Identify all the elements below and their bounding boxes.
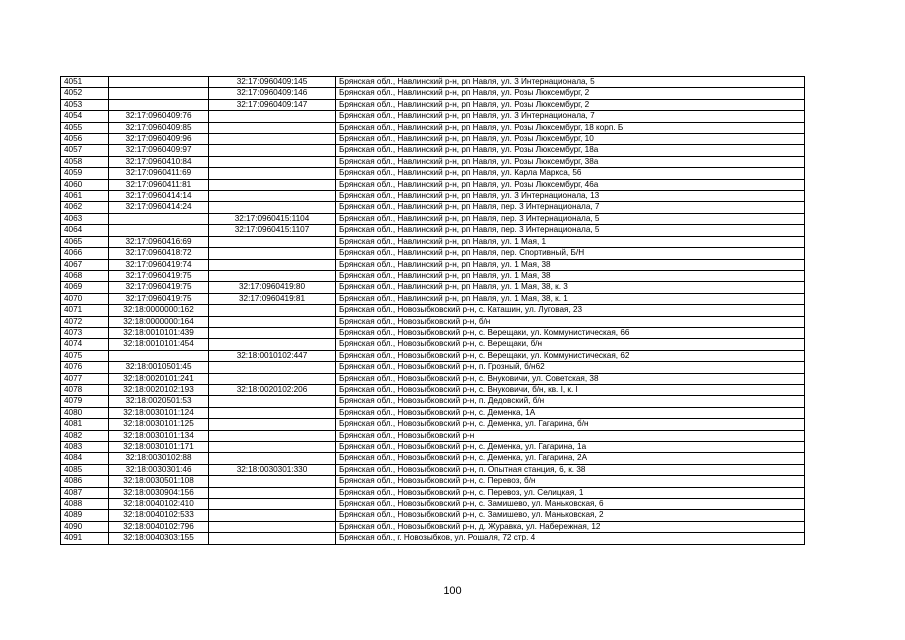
registry-table-body <box>61 77 805 545</box>
land-cadastral-number-cell: 32:18:0030101:124 <box>109 407 209 418</box>
row-number-cell: 4082 <box>61 430 109 441</box>
row-number-cell: 4074 <box>61 339 109 350</box>
row-number-cell: 4054 <box>61 111 109 122</box>
row-number-cell: 4076 <box>61 362 109 373</box>
address-cell: Брянская обл., Новозыбковский р-н <box>336 430 805 441</box>
land-cadastral-number-cell: 32:18:0020501:53 <box>109 396 209 407</box>
building-cadastral-number-cell <box>209 122 336 133</box>
row-number-cell: 4078 <box>61 384 109 395</box>
building-cadastral-number-cell <box>209 179 336 190</box>
table-row <box>61 145 805 156</box>
row-number-cell: 4075 <box>61 350 109 361</box>
row-number-cell: 4053 <box>61 99 109 110</box>
table-row <box>61 476 805 487</box>
row-number-cell: 4052 <box>61 88 109 99</box>
address-cell: Брянская обл., Навлинский р-н, рп Навля, пер. 3 Интернационала, 5 <box>336 213 805 224</box>
address-cell: Брянская обл., Навлинский р-н, рп Навля, пер. 3 Интернационала, 5 <box>336 225 805 236</box>
row-number-cell: 4059 <box>61 168 109 179</box>
building-cadastral-number-cell: 32:18:0020102:206 <box>209 384 336 395</box>
table-row <box>61 293 805 304</box>
land-cadastral-number-cell: 32:18:0040102:796 <box>109 521 209 532</box>
building-cadastral-number-cell <box>209 145 336 156</box>
address-cell: Брянская обл., Навлинский р-н, рп Навля, ул. Розы Люксембург, 46а <box>336 179 805 190</box>
land-cadastral-number-cell: 32:18:0030101:171 <box>109 442 209 453</box>
building-cadastral-number-cell: 32:17:0960419:80 <box>209 282 336 293</box>
address-cell: Брянская обл., Навлинский р-н, рп Навля, ул. 1 Мая, 38, к. 3 <box>336 282 805 293</box>
row-number-cell: 4089 <box>61 510 109 521</box>
row-number-cell: 4087 <box>61 487 109 498</box>
land-cadastral-number-cell: 32:18:0020102:193 <box>109 384 209 395</box>
building-cadastral-number-cell: 32:17:0960415:1107 <box>209 225 336 236</box>
building-cadastral-number-cell: 32:17:0960415:1104 <box>209 213 336 224</box>
row-number-cell: 4062 <box>61 202 109 213</box>
building-cadastral-number-cell <box>209 156 336 167</box>
row-number-cell: 4064 <box>61 225 109 236</box>
land-cadastral-number-cell: 32:18:0030101:134 <box>109 430 209 441</box>
building-cadastral-number-cell <box>209 476 336 487</box>
land-cadastral-number-cell: 32:18:0030102:88 <box>109 453 209 464</box>
address-cell: Брянская обл., Новозыбковский р-н, с. Замишево, ул. Маньковская, 6 <box>336 499 805 510</box>
address-cell: Брянская обл., Навлинский р-н, рп Навля, ул. Розы Люксембург, 38а <box>336 156 805 167</box>
land-cadastral-number-cell: 32:17:0960411:69 <box>109 168 209 179</box>
row-number-cell: 4077 <box>61 373 109 384</box>
row-number-cell: 4086 <box>61 476 109 487</box>
table-row <box>61 168 805 179</box>
table-row <box>61 419 805 430</box>
row-number-cell: 4065 <box>61 236 109 247</box>
address-cell: Брянская обл., Навлинский р-н, рп Навля, ул. 1 Мая, 38 <box>336 259 805 270</box>
table-row <box>61 111 805 122</box>
land-cadastral-number-cell: 32:17:0960410:84 <box>109 156 209 167</box>
building-cadastral-number-cell: 32:17:0960409:147 <box>209 99 336 110</box>
address-cell: Брянская обл., Навлинский р-н, рп Навля, ул. Карла Маркса, 56 <box>336 168 805 179</box>
land-cadastral-number-cell: 32:18:0010101:454 <box>109 339 209 350</box>
building-cadastral-number-cell <box>209 191 336 202</box>
table-row <box>61 533 805 544</box>
row-number-cell: 4060 <box>61 179 109 190</box>
table-row <box>61 499 805 510</box>
building-cadastral-number-cell <box>209 134 336 145</box>
table-row <box>61 384 805 395</box>
land-cadastral-number-cell: 32:18:0000000:162 <box>109 305 209 316</box>
table-row <box>61 270 805 281</box>
building-cadastral-number-cell <box>209 305 336 316</box>
land-cadastral-number-cell: 32:18:0010501:45 <box>109 362 209 373</box>
land-cadastral-number-cell: 32:17:0960414:24 <box>109 202 209 213</box>
building-cadastral-number-cell <box>209 168 336 179</box>
building-cadastral-number-cell <box>209 396 336 407</box>
building-cadastral-number-cell: 32:18:0030301:330 <box>209 464 336 475</box>
building-cadastral-number-cell: 32:17:0960409:146 <box>209 88 336 99</box>
address-cell: Брянская обл., Новозыбковский р-н, п. Опытная станция, 6, к. 38 <box>336 464 805 475</box>
address-cell: Брянская обл., Навлинский р-н, рп Навля, ул. 3 Интернационала, 7 <box>336 111 805 122</box>
land-cadastral-number-cell: 32:18:0040303:155 <box>109 533 209 544</box>
address-cell: Брянская обл., Навлинский р-н, рп Навля, ул. 1 Мая, 1 <box>336 236 805 247</box>
land-cadastral-number-cell: 32:18:0000000:164 <box>109 316 209 327</box>
row-number-cell: 4083 <box>61 442 109 453</box>
building-cadastral-number-cell <box>209 248 336 259</box>
address-cell: Брянская обл., Навлинский р-н, рп Навля, пер. 3 Интернационала, 7 <box>336 202 805 213</box>
table-row <box>61 77 805 88</box>
building-cadastral-number-cell <box>209 202 336 213</box>
row-number-cell: 4058 <box>61 156 109 167</box>
address-cell: Брянская обл., Навлинский р-н, рп Навля, пер. Спортивный, Б/Н <box>336 248 805 259</box>
row-number-cell: 4068 <box>61 270 109 281</box>
building-cadastral-number-cell: 32:17:0960409:145 <box>209 77 336 88</box>
land-cadastral-number-cell: 32:17:0960419:74 <box>109 259 209 270</box>
address-cell: Брянская обл., Навлинский р-н, рп Навля, ул. Розы Люксембург, 18 корп. Б <box>336 122 805 133</box>
table-row <box>61 442 805 453</box>
row-number-cell: 4067 <box>61 259 109 270</box>
land-cadastral-number-cell <box>109 88 209 99</box>
address-cell: Брянская обл., Новозыбковский р-н, с. Деменка, ул. Гагарина, 1а <box>336 442 805 453</box>
land-cadastral-number-cell: 32:18:0030501:108 <box>109 476 209 487</box>
table-row <box>61 487 805 498</box>
address-cell: Брянская обл., г. Новозыбков, ул. Рошаля, 72 стр. 4 <box>336 533 805 544</box>
building-cadastral-number-cell <box>209 111 336 122</box>
address-cell: Брянская обл., Навлинский р-н, рп Навля, ул. Розы Люксембург, 10 <box>336 134 805 145</box>
table-row <box>61 407 805 418</box>
building-cadastral-number-cell <box>209 430 336 441</box>
row-number-cell: 4066 <box>61 248 109 259</box>
building-cadastral-number-cell <box>209 327 336 338</box>
row-number-cell: 4091 <box>61 533 109 544</box>
table-row <box>61 327 805 338</box>
row-number-cell: 4085 <box>61 464 109 475</box>
land-cadastral-number-cell: 32:17:0960419:75 <box>109 282 209 293</box>
building-cadastral-number-cell <box>209 407 336 418</box>
address-cell: Брянская обл., Навлинский р-н, рп Навля, ул. 3 Интернационала, 5 <box>336 77 805 88</box>
address-cell: Брянская обл., Новозыбковский р-н, с. Деменка, ул. Гагарина, 2А <box>336 453 805 464</box>
table-row <box>61 88 805 99</box>
address-cell: Брянская обл., Новозыбковский р-н, п. Дедовский, б/н <box>336 396 805 407</box>
building-cadastral-number-cell <box>209 453 336 464</box>
land-cadastral-number-cell <box>109 350 209 361</box>
building-cadastral-number-cell <box>209 373 336 384</box>
building-cadastral-number-cell <box>209 339 336 350</box>
table-row <box>61 202 805 213</box>
table-row <box>61 521 805 532</box>
land-cadastral-number-cell: 32:18:0010101:439 <box>109 327 209 338</box>
row-number-cell: 4073 <box>61 327 109 338</box>
row-number-cell: 4055 <box>61 122 109 133</box>
address-cell: Брянская обл., Новозыбковский р-н, с. Перевоз, б/н <box>336 476 805 487</box>
land-cadastral-number-cell: 32:18:0030301:46 <box>109 464 209 475</box>
land-cadastral-number-cell: 32:17:0960414:14 <box>109 191 209 202</box>
address-cell: Брянская обл., Навлинский р-н, рп Навля, ул. 1 Мая, 38, к. 1 <box>336 293 805 304</box>
building-cadastral-number-cell <box>209 270 336 281</box>
row-number-cell: 4061 <box>61 191 109 202</box>
row-number-cell: 4063 <box>61 213 109 224</box>
row-number-cell: 4080 <box>61 407 109 418</box>
row-number-cell: 4084 <box>61 453 109 464</box>
address-cell: Брянская обл., Новозыбковский р-н, п. Грозный, б/н62 <box>336 362 805 373</box>
building-cadastral-number-cell <box>209 236 336 247</box>
row-number-cell: 4081 <box>61 419 109 430</box>
address-cell: Брянская обл., Новозыбковский р-н, с. Деменка, ул. Гагарина, б/н <box>336 419 805 430</box>
building-cadastral-number-cell <box>209 521 336 532</box>
table-row <box>61 191 805 202</box>
address-cell: Брянская обл., Новозыбковский р-н, с. Внуковичи, ул. Советская, 38 <box>336 373 805 384</box>
row-number-cell: 4069 <box>61 282 109 293</box>
address-cell: Брянская обл., Навлинский р-н, рп Навля, ул. Розы Люксембург, 2 <box>336 88 805 99</box>
row-number-cell: 4072 <box>61 316 109 327</box>
row-number-cell: 4088 <box>61 499 109 510</box>
table-row <box>61 316 805 327</box>
table-row <box>61 453 805 464</box>
table-row <box>61 259 805 270</box>
address-cell: Брянская обл., Навлинский р-н, рп Навля, ул. 1 Мая, 38 <box>336 270 805 281</box>
table-row <box>61 510 805 521</box>
land-cadastral-number-cell: 32:18:0040102:410 <box>109 499 209 510</box>
building-cadastral-number-cell <box>209 362 336 373</box>
address-cell: Брянская обл., Навлинский р-н, рп Навля, ул. Розы Люксембург, 2 <box>336 99 805 110</box>
address-cell: Брянская обл., Навлинский р-н, рп Навля, ул. Розы Люксембург, 18а <box>336 145 805 156</box>
table-row <box>61 122 805 133</box>
land-cadastral-number-cell <box>109 99 209 110</box>
land-cadastral-number-cell: 32:17:0960409:76 <box>109 111 209 122</box>
land-cadastral-number-cell: 32:18:0040102:533 <box>109 510 209 521</box>
table-row <box>61 236 805 247</box>
table-row <box>61 248 805 259</box>
table-row <box>61 396 805 407</box>
address-cell: Брянская обл., Навлинский р-н, рп Навля, ул. 3 Интернационала, 13 <box>336 191 805 202</box>
address-cell: Брянская обл., Новозыбковский р-н, с. Верещаки, ул. Коммунистическая, 66 <box>336 327 805 338</box>
address-cell: Брянская обл., Новозыбковский р-н, с. Каташин, ул. Луговая, 23 <box>336 305 805 316</box>
table-row <box>61 282 805 293</box>
land-cadastral-number-cell <box>109 225 209 236</box>
land-cadastral-number-cell: 32:17:0960419:75 <box>109 293 209 304</box>
row-number-cell: 4071 <box>61 305 109 316</box>
table-row <box>61 362 805 373</box>
land-cadastral-number-cell: 32:17:0960416:69 <box>109 236 209 247</box>
land-cadastral-number-cell: 32:17:0960409:85 <box>109 122 209 133</box>
address-cell: Брянская обл., Новозыбковский р-н, с. Верещаки, б/н <box>336 339 805 350</box>
land-cadastral-number-cell: 32:18:0030101:125 <box>109 419 209 430</box>
address-cell: Брянская обл., Новозыбковский р-н, б/н <box>336 316 805 327</box>
land-cadastral-number-cell <box>109 213 209 224</box>
table-row <box>61 305 805 316</box>
building-cadastral-number-cell <box>209 533 336 544</box>
building-cadastral-number-cell <box>209 499 336 510</box>
building-cadastral-number-cell <box>209 487 336 498</box>
property-registry-table <box>60 76 805 545</box>
land-cadastral-number-cell: 32:17:0960411:81 <box>109 179 209 190</box>
building-cadastral-number-cell <box>209 510 336 521</box>
building-cadastral-number-cell <box>209 442 336 453</box>
land-cadastral-number-cell: 32:17:0960409:97 <box>109 145 209 156</box>
land-cadastral-number-cell: 32:18:0020101:241 <box>109 373 209 384</box>
land-cadastral-number-cell <box>109 77 209 88</box>
row-number-cell: 4057 <box>61 145 109 156</box>
table-row <box>61 373 805 384</box>
land-cadastral-number-cell: 32:17:0960409:96 <box>109 134 209 145</box>
address-cell: Брянская обл., Новозыбковский р-н, д. Журавка, ул. Набережная, 12 <box>336 521 805 532</box>
building-cadastral-number-cell: 32:18:0010102:447 <box>209 350 336 361</box>
land-cadastral-number-cell: 32:17:0960418:72 <box>109 248 209 259</box>
land-cadastral-number-cell: 32:17:0960419:75 <box>109 270 209 281</box>
building-cadastral-number-cell <box>209 316 336 327</box>
address-cell: Брянская обл., Новозыбковский р-н, с. Замишево, ул. Маньковская, 2 <box>336 510 805 521</box>
address-cell: Брянская обл., Новозыбковский р-н, с. Перевоз, ул. Селицкая, 1 <box>336 487 805 498</box>
address-cell: Брянская обл., Новозыбковский р-н, с. Верещаки, ул. Коммунистическая, 62 <box>336 350 805 361</box>
row-number-cell: 4070 <box>61 293 109 304</box>
table-row <box>61 225 805 236</box>
land-cadastral-number-cell: 32:18:0030904:156 <box>109 487 209 498</box>
table-row <box>61 430 805 441</box>
table-row <box>61 179 805 190</box>
table-row <box>61 99 805 110</box>
table-row <box>61 213 805 224</box>
table-row <box>61 350 805 361</box>
building-cadastral-number-cell: 32:17:0960419:81 <box>209 293 336 304</box>
row-number-cell: 4051 <box>61 77 109 88</box>
table-row <box>61 134 805 145</box>
row-number-cell: 4090 <box>61 521 109 532</box>
row-number-cell: 4079 <box>61 396 109 407</box>
table-row <box>61 464 805 475</box>
table-row <box>61 156 805 167</box>
building-cadastral-number-cell <box>209 259 336 270</box>
address-cell: Брянская обл., Новозыбковский р-н, с. Деменка, 1А <box>336 407 805 418</box>
address-cell: Брянская обл., Новозыбковский р-н, с. Внуковичи, б/н, кв. I, к. I <box>336 384 805 395</box>
row-number-cell: 4056 <box>61 134 109 145</box>
building-cadastral-number-cell <box>209 419 336 430</box>
page-number: 100 <box>443 585 462 597</box>
table-row <box>61 339 805 350</box>
